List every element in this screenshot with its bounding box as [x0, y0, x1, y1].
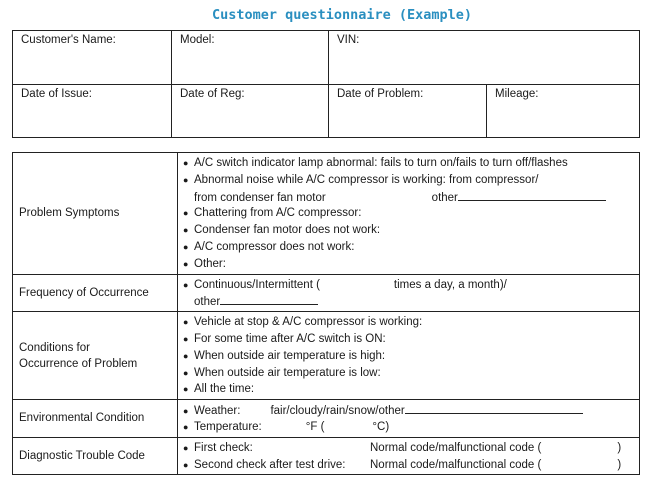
date-of-problem-cell[interactable] — [329, 85, 487, 138]
symptom-table — [12, 152, 640, 475]
environmental-label: Environmental Condition — [13, 400, 178, 438]
vin-label: VIN: — [337, 34, 360, 46]
bullet-icon: ● — [183, 158, 189, 168]
list-item[interactable]: ● For some time after A/C switch is ON: — [183, 331, 635, 348]
conditions-items — [178, 312, 640, 400]
frequency-items — [178, 274, 640, 312]
frequency-label: Frequency of Occurrence — [13, 274, 178, 312]
customer-name-label: Customer's Name: — [21, 34, 116, 46]
list-item[interactable]: ● Chattering from A/C compressor: — [183, 205, 635, 222]
list-item[interactable]: ● A/C compressor does not work: — [183, 239, 635, 256]
frequency-row — [13, 274, 640, 312]
list-item[interactable]: ● Condenser fan motor does not work: — [183, 222, 635, 239]
bullet-icon: ● — [183, 241, 189, 252]
bullet-icon: ● — [183, 174, 189, 185]
dtc-label: Diagnostic Trouble Code — [13, 437, 178, 475]
list-item[interactable]: ● A/C switch indicator lamp abnormal: fails to turn on/fails to turn off/flashes — [183, 155, 635, 172]
list-item[interactable]: ● Vehicle at stop & A/C compressor is working: — [183, 314, 635, 331]
list-item[interactable]: ● First check: Normal code/malfunctional code ( ) — [183, 440, 635, 457]
list-item[interactable]: ● Abnormal noise while A/C compressor is working: from compressor/ — [183, 172, 635, 189]
list-item[interactable]: ● Second check after test drive: Normal code/malfunctional code ( ) — [183, 457, 635, 474]
bullet-icon: ● — [183, 279, 189, 290]
bullet-icon: ● — [183, 459, 189, 470]
bullet-icon: ● — [183, 384, 189, 395]
page-title: Customer questionnaire (Example) — [211, 7, 473, 23]
date-of-problem-label: Date of Problem: — [337, 88, 424, 100]
environmental-items — [178, 400, 640, 438]
list-item[interactable]: other — [183, 293, 635, 310]
mileage-label: Mileage: — [495, 88, 539, 100]
bullet-icon: ● — [183, 225, 189, 236]
date-of-reg-label: Date of Reg: — [180, 88, 245, 100]
mileage-cell[interactable] — [487, 85, 640, 138]
conditions-row — [13, 312, 640, 400]
list-item[interactable]: ● Other: — [183, 256, 635, 273]
bullet-icon: ● — [183, 367, 189, 378]
bullet-icon: ● — [183, 208, 189, 219]
list-item[interactable]: ● Continuous/Intermittent ( times a day, a month)/ — [183, 277, 635, 294]
bullet-icon: ● — [183, 317, 189, 328]
list-item[interactable]: ● Temperature: °F ( °C) — [183, 419, 635, 436]
fill-in-line[interactable] — [220, 293, 318, 305]
fill-in-line[interactable] — [458, 189, 606, 201]
list-item[interactable]: ● Weather: fair/cloudy/rain/snow/other — [183, 402, 635, 419]
date-of-issue-label: Date of Issue: — [21, 88, 92, 100]
bullet-icon: ● — [183, 406, 189, 417]
list-item[interactable]: ● When outside air temperature is high: — [183, 348, 635, 365]
fill-in-line[interactable] — [405, 402, 583, 414]
list-item[interactable]: ● All the time: — [183, 381, 635, 398]
date-of-reg-cell[interactable] — [172, 85, 329, 138]
list-item[interactable]: from condenser fan motor other — [183, 189, 635, 206]
model-cell[interactable] — [172, 31, 329, 85]
dtc-items — [178, 437, 640, 475]
bullet-icon: ● — [183, 350, 189, 361]
environmental-row — [13, 400, 640, 438]
problem-symptoms-label: Problem Symptoms — [13, 153, 178, 275]
model-label: Model: — [180, 34, 215, 46]
bullet-icon: ● — [183, 442, 189, 453]
bullet-icon: ● — [183, 421, 189, 432]
problem-symptoms-items — [178, 153, 640, 275]
date-of-issue-cell[interactable] — [13, 85, 172, 138]
problem-symptoms-row — [13, 153, 640, 275]
vin-cell[interactable] — [329, 31, 640, 85]
customer-name-cell[interactable] — [13, 31, 172, 85]
vehicle-info-table — [12, 30, 640, 138]
conditions-label: Conditions for Occurrence of Problem — [13, 312, 178, 400]
bullet-icon: ● — [183, 333, 189, 344]
bullet-icon: ● — [183, 258, 189, 269]
dtc-row — [13, 437, 640, 475]
list-item[interactable]: ● When outside air temperature is low: — [183, 365, 635, 382]
